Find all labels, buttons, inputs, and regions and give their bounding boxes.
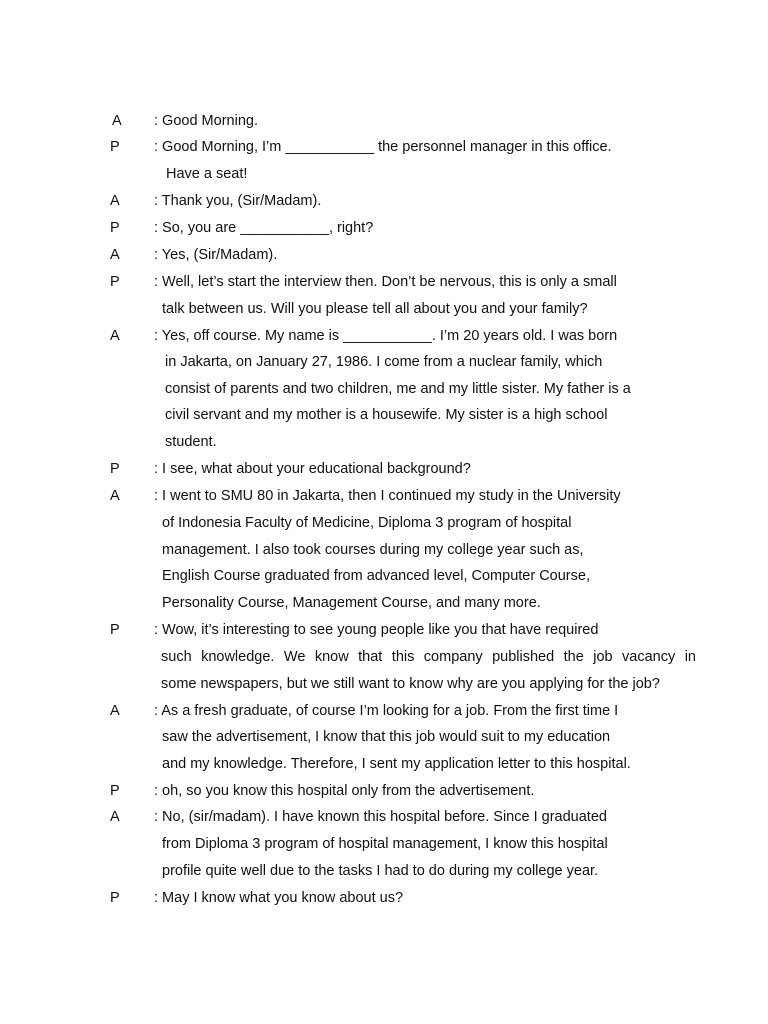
dialogue-line: saw the advertisement, I know that this job would suit to my education [162, 729, 611, 745]
dialogue-line: : Wow, it’s interesting to see young people like you that have required [154, 622, 599, 638]
dialogue-line: and my knowledge. Therefore, I sent my application letter to this hospital. [162, 756, 631, 772]
dialogue-line: : Well, let’s start the interview then. Don’t be nervous, this is only a small [154, 274, 617, 290]
dialogue-line: : Yes, (Sir/Madam). [154, 247, 278, 263]
dialogue-line: : Yes, off course. My name is ___________. I’m 20 years old. I was born [154, 328, 618, 344]
dialogue-line: : oh, so you know this hospital only from the advertisement. [154, 783, 535, 799]
speaker-label: A [110, 193, 120, 209]
speaker-label: A [110, 247, 120, 263]
dialogue-line: : No, (sir/madam). I have known this hospital before. Since I graduated [154, 809, 607, 825]
dialogue-line: profile quite well due to the tasks I had to do during my college year. [162, 863, 599, 879]
speaker-label: P [110, 220, 120, 236]
dialogue-line: student. [165, 434, 217, 450]
speaker-label: A [110, 488, 120, 504]
dialogue-line: of Indonesia Faculty of Medicine, Diploma 3 program of hospital [162, 515, 572, 531]
dialogue-line: Personality Course, Management Course, and many more. [162, 595, 541, 611]
dialogue-line: : As a fresh graduate, of course I’m looking for a job. From the first time I [154, 703, 619, 719]
dialogue-line: in Jakarta, on January 27, 1986. I come from a nuclear family, which [165, 354, 603, 370]
dialogue-line: : I went to SMU 80 in Jakarta, then I continued my study in the University [154, 488, 621, 504]
dialogue-line: : May I know what you know about us? [154, 890, 404, 906]
dialogue-line: : Thank you, (Sir/Madam). [154, 193, 322, 209]
dialogue-line: civil servant and my mother is a housewife. My sister is a high school [165, 407, 608, 423]
dialogue-line: : So, you are ___________, right? [154, 220, 374, 236]
dialogue-line: English Course graduated from advanced level, Computer Course, [162, 568, 590, 584]
dialogue-line: management. I also took courses during my college year such as, [162, 542, 584, 558]
dialogue-line: Have a seat! [166, 166, 248, 182]
speaker-label: A [112, 113, 122, 129]
speaker-label: A [110, 809, 120, 825]
dialogue-line: from Diploma 3 program of hospital management, I know this hospital [162, 836, 608, 852]
speaker-label: A [110, 703, 120, 719]
speaker-label: P [110, 890, 120, 906]
dialogue-line: such knowledge. We know that this company published the job vacancy in [161, 649, 696, 665]
dialogue-line: : I see, what about your educational background? [154, 461, 471, 477]
speaker-label: P [110, 139, 120, 155]
dialogue-line: : Good Morning. [154, 113, 258, 129]
dialogue-line: consist of parents and two children, me and my little sister. My father is a [165, 381, 631, 397]
speaker-label: P [110, 461, 120, 477]
speaker-label: P [110, 783, 120, 799]
dialogue-line: talk between us. Will you please tell all about you and your family? [162, 301, 588, 317]
speaker-label: P [110, 622, 120, 638]
dialogue-line: some newspapers, but we still want to know why are you applying for the job? [161, 676, 660, 692]
dialogue-line: : Good Morning, I’m ___________ the personnel manager in this office. [154, 139, 612, 155]
speaker-label: P [110, 274, 120, 290]
speaker-label: A [110, 328, 120, 344]
